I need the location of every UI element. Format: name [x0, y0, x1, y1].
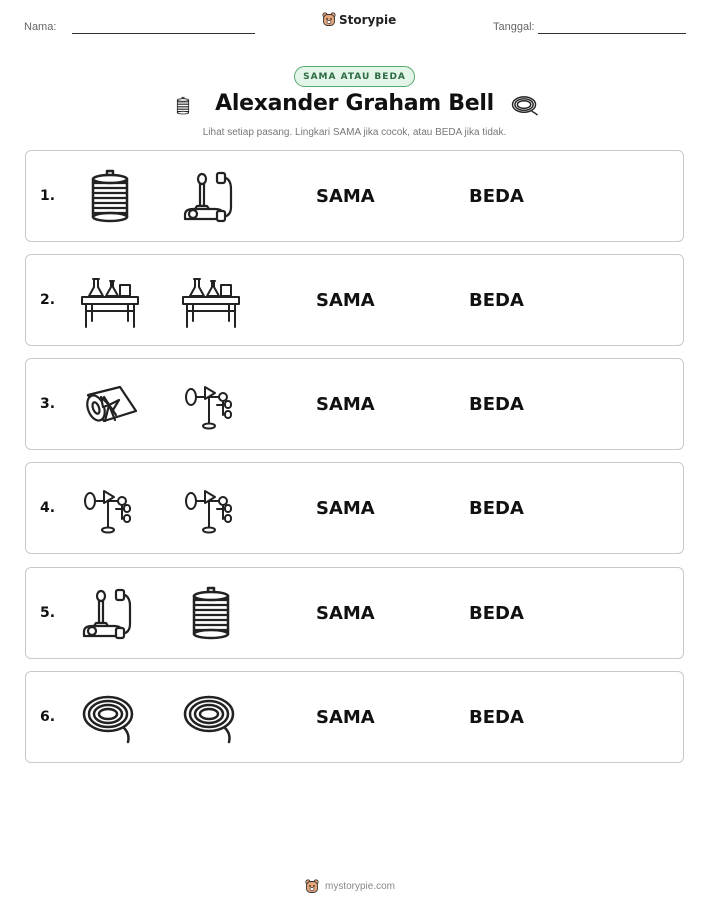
page-title: Alexander Graham Bell — [215, 91, 494, 116]
brand-name: Storypie — [339, 12, 397, 27]
row-number: 6. — [40, 709, 56, 725]
row-number: 3. — [40, 396, 56, 412]
date-field[interactable] — [538, 33, 686, 34]
different-option[interactable]: BEDA — [469, 290, 524, 311]
kite-device-icon — [80, 479, 140, 539]
different-option[interactable]: BEDA — [469, 394, 524, 415]
bear-logo-icon — [305, 879, 319, 894]
instructions: Lihat setiap pasang. Lingkari SAMA jika cocok, atau BEDA jika tidak. — [202, 127, 507, 138]
question-row-3 — [25, 358, 684, 450]
same-option[interactable]: SAMA — [316, 603, 375, 624]
lab-table-icon — [181, 271, 241, 331]
question-row-1 — [25, 150, 684, 242]
question-row-2 — [25, 254, 684, 346]
same-option[interactable]: SAMA — [316, 186, 375, 207]
kite-device-icon — [181, 479, 241, 539]
date-label: Tanggal: — [493, 21, 535, 33]
row-number: 5. — [40, 605, 56, 621]
different-option[interactable]: BEDA — [469, 498, 524, 519]
cable-coil-icon — [510, 94, 540, 122]
same-option[interactable]: SAMA — [316, 394, 375, 415]
footer-url[interactable]: mystorypie.com — [325, 881, 396, 892]
name-field[interactable] — [72, 33, 255, 34]
question-row-4 — [25, 462, 684, 554]
bear-logo-icon — [322, 12, 336, 27]
cable-coil-icon — [181, 688, 241, 748]
activity-badge: SAMA ATAU BEDA — [294, 66, 415, 87]
row-number: 4. — [40, 500, 56, 516]
name-label: Nama: — [24, 21, 57, 33]
row-number: 2. — [40, 292, 56, 308]
coil-icon — [80, 167, 140, 227]
different-option[interactable]: BEDA — [469, 707, 524, 728]
same-option[interactable]: SAMA — [316, 498, 375, 519]
question-row-6 — [25, 671, 684, 763]
telephone-icon — [80, 584, 140, 644]
question-row-5 — [25, 567, 684, 659]
same-option[interactable]: SAMA — [316, 707, 375, 728]
row-number: 1. — [40, 188, 56, 204]
different-option[interactable]: BEDA — [469, 603, 524, 624]
cable-coil-icon — [80, 688, 140, 748]
telephone-icon — [181, 167, 241, 227]
footer — [305, 879, 395, 894]
different-option[interactable]: BEDA — [469, 186, 524, 207]
same-option[interactable]: SAMA — [316, 290, 375, 311]
scroll-icon — [80, 375, 140, 435]
brand-logo — [322, 12, 396, 27]
lab-table-icon — [80, 271, 140, 331]
coil-icon — [181, 584, 241, 644]
kite-device-icon — [181, 375, 241, 435]
